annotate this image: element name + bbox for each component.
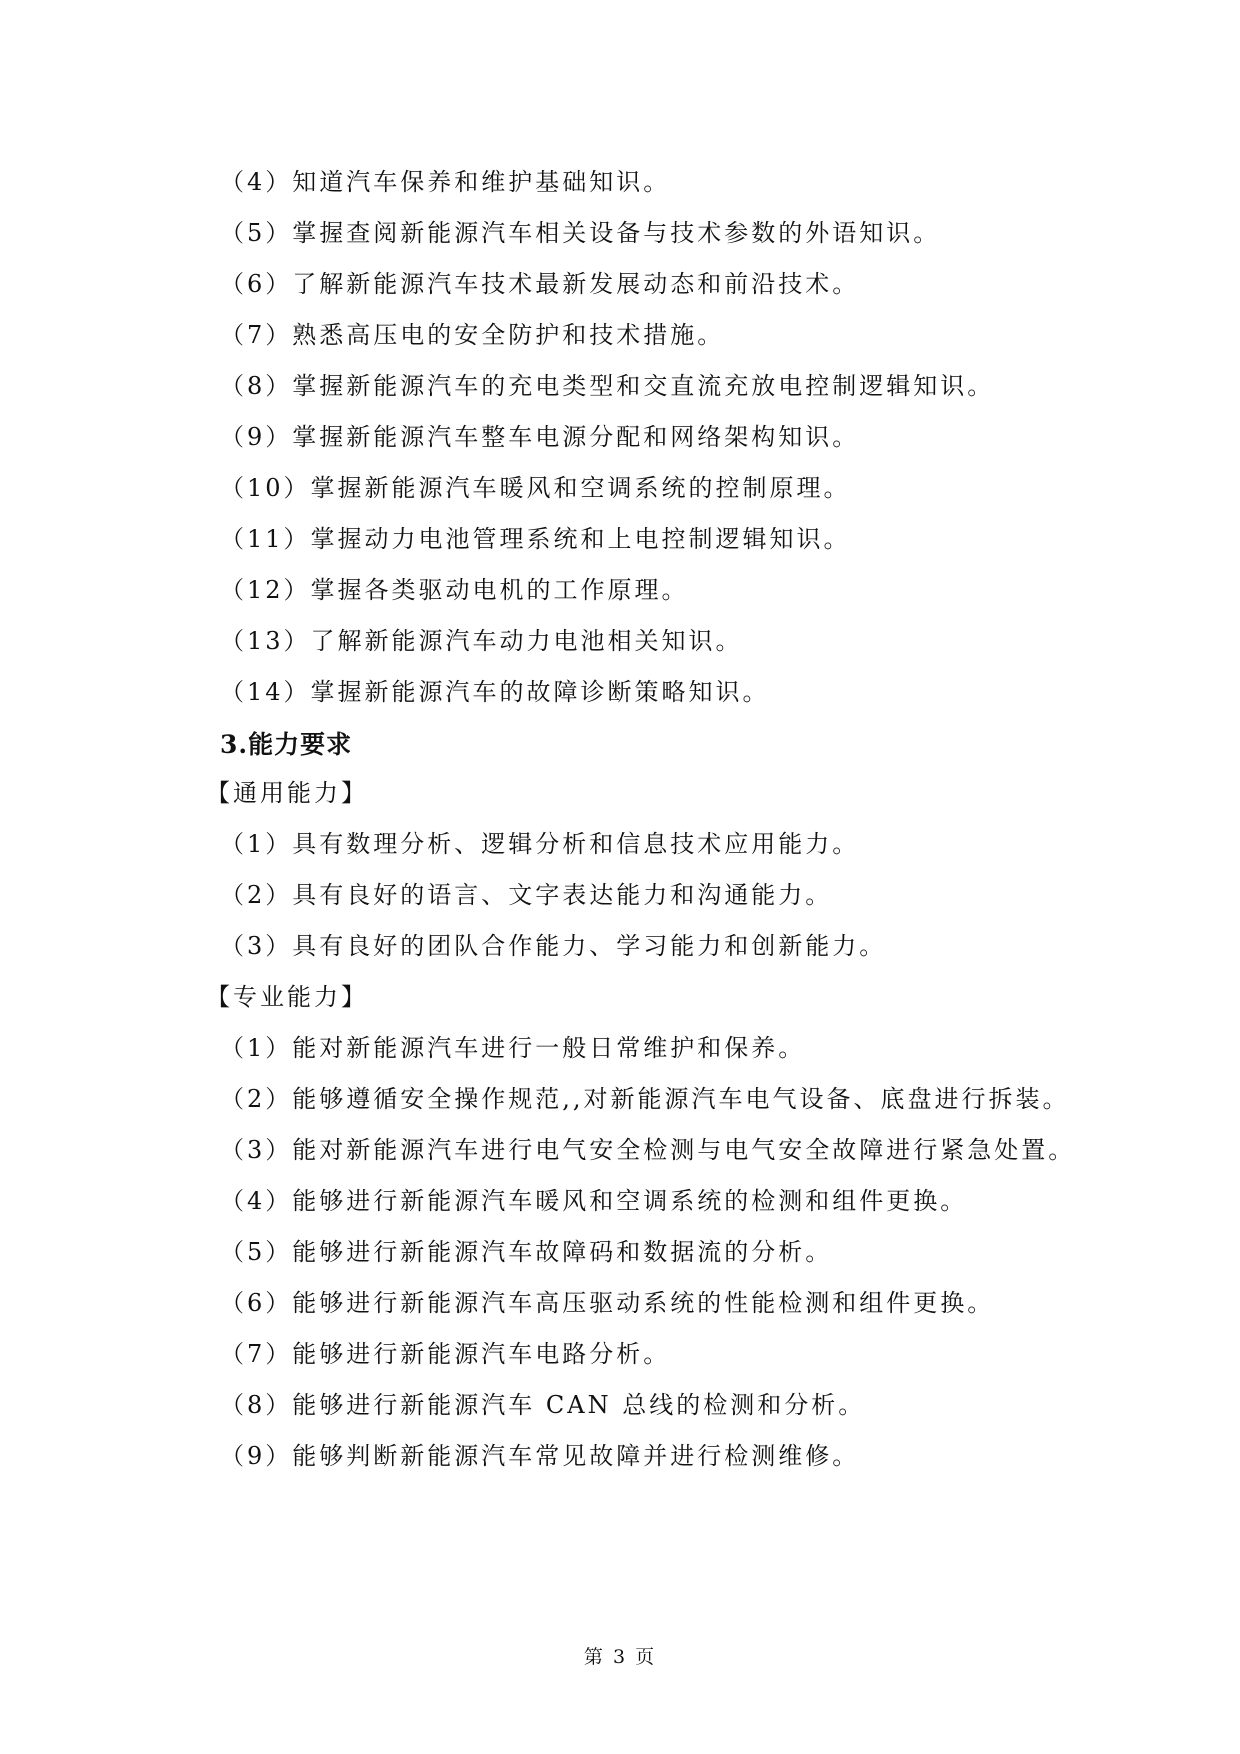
knowledge-item: （13）了解新能源汽车动力电池相关知识。	[220, 627, 743, 655]
general-ability-item: （3）具有良好的团队合作能力、学习能力和创新能力。	[220, 932, 887, 960]
professional-ability-item: （8）能够进行新能源汽车 CAN 总线的检测和分析。	[220, 1391, 866, 1419]
professional-ability-item: （1）能对新能源汽车进行一般日常维护和保养。	[220, 1034, 806, 1062]
professional-ability-item: （3）能对新能源汽车进行电气安全检测与电气安全故障进行紧急处置。	[220, 1136, 1076, 1164]
knowledge-item: （11）掌握动力电池管理系统和上电控制逻辑知识。	[220, 525, 851, 553]
knowledge-item: （10）掌握新能源汽车暖风和空调系统的控制原理。	[220, 474, 851, 502]
knowledge-item: （7）熟悉高压电的安全防护和技术措施。	[220, 321, 725, 349]
knowledge-item: （4）知道汽车保养和维护基础知识。	[220, 168, 671, 196]
knowledge-item: （14）掌握新能源汽车的故障诊断策略知识。	[220, 678, 770, 706]
section-heading-ability: 3.能力要求	[220, 730, 353, 759]
knowledge-item: （5）掌握查阅新能源汽车相关设备与技术参数的外语知识。	[220, 219, 941, 247]
professional-ability-item: （4）能够进行新能源汽车暖风和空调系统的检测和组件更换。	[220, 1187, 968, 1215]
subsection-title-general: 【通用能力】	[206, 779, 368, 807]
subsection-title-professional: 【专业能力】	[206, 983, 368, 1011]
professional-ability-item: （7）能够进行新能源汽车电路分析。	[220, 1340, 671, 1368]
professional-ability-item: （2）能够遵循安全操作规范,,对新能源汽车电气设备、底盘进行拆装。	[220, 1085, 1070, 1113]
professional-ability-item: （9）能够判断新能源汽车常见故障并进行检测维修。	[220, 1442, 860, 1470]
page-number: 第 3 页	[583, 1646, 657, 1668]
knowledge-item: （12）掌握各类驱动电机的工作原理。	[220, 576, 689, 604]
knowledge-item: （8）掌握新能源汽车的充电类型和交直流充放电控制逻辑知识。	[220, 372, 995, 400]
general-ability-item: （2）具有良好的语言、文字表达能力和沟通能力。	[220, 881, 833, 909]
professional-ability-item: （6）能够进行新能源汽车高压驱动系统的性能检测和组件更换。	[220, 1289, 995, 1317]
professional-ability-item: （5）能够进行新能源汽车故障码和数据流的分析。	[220, 1238, 833, 1266]
knowledge-item: （9）掌握新能源汽车整车电源分配和网络架构知识。	[220, 423, 860, 451]
general-ability-item: （1）具有数理分析、逻辑分析和信息技术应用能力。	[220, 830, 860, 858]
knowledge-item: （6）了解新能源汽车技术最新发展动态和前沿技术。	[220, 270, 860, 298]
